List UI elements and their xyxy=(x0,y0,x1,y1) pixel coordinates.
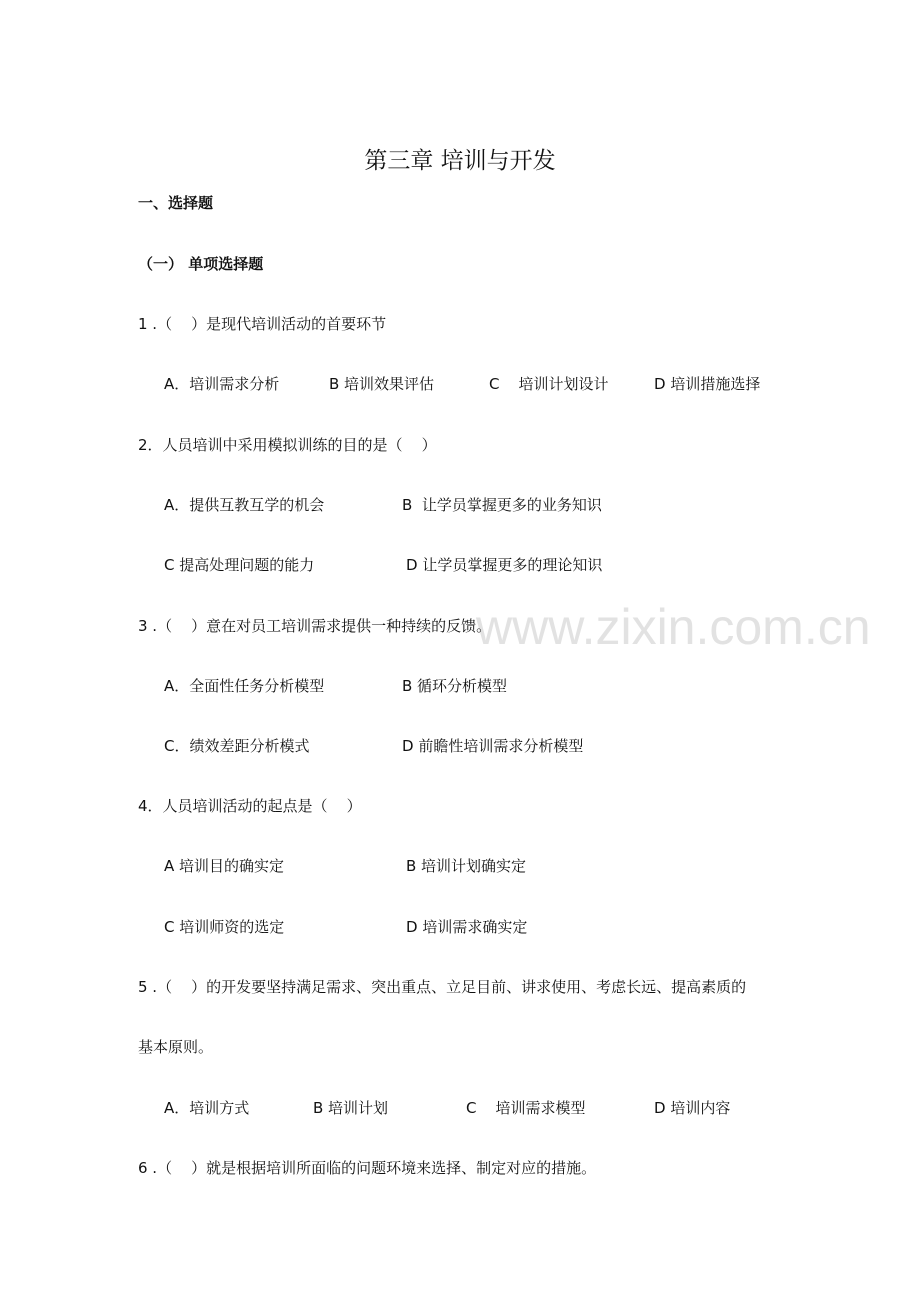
q1-option-c: C 培训计划设计 xyxy=(489,375,609,393)
question-4: 4．人员培训活动的起点是（ ） xyxy=(138,797,362,815)
q1-option-b: B 培训效果评估 xyxy=(329,375,435,393)
q5-option-a: A．培训方式 xyxy=(164,1099,250,1117)
q1-option-d: D 培训措施选择 xyxy=(654,375,761,393)
question-1: 1 .（ ）是现代培训活动的首要环节 xyxy=(138,315,387,333)
q1-option-a: A．培训需求分析 xyxy=(164,375,280,393)
q2-option-d: D 让学员掌握更多的理论知识 xyxy=(406,556,603,574)
q2-option-a: A．提供互教互学的机会 xyxy=(164,496,325,514)
q3-option-b: B 循环分析模型 xyxy=(402,677,508,695)
q5-option-d: D 培训内容 xyxy=(654,1099,731,1117)
watermark: www.zixin.com.cn xyxy=(476,599,871,655)
q2-option-b: B 让学员掌握更多的业务知识 xyxy=(402,496,602,514)
q2-option-c: C 提高处理问题的能力 xyxy=(164,556,315,574)
section-heading: 一、选择题 xyxy=(138,194,214,212)
q3-option-d: D 前瞻性培训需求分析模型 xyxy=(402,737,584,755)
q4-option-b: B 培训计划确实定 xyxy=(406,857,527,875)
subsection-heading: （一） 单项选择题 xyxy=(138,255,264,273)
q5-option-c: C 培训需求模型 xyxy=(466,1099,586,1117)
chapter-title: 第三章 培训与开发 xyxy=(364,148,556,174)
question-5: 5 .（ ）的开发要坚持满足需求、突出重点、立足目前、讲求使用、考虑长远、提高素质的 xyxy=(138,978,747,996)
question-2: 2．人员培训中采用模拟训练的目的是（ ） xyxy=(138,436,437,454)
q3-option-a: A．全面性任务分析模型 xyxy=(164,677,325,695)
question-3: 3 .（ ）意在对员工培训需求提供一种持续的反馈。 xyxy=(138,617,492,635)
q4-option-a: A 培训目的确实定 xyxy=(164,857,285,875)
question-6: 6 .（ ）就是根据培训所面临的问题环境来选择、制定对应的措施。 xyxy=(138,1159,597,1177)
q5-option-b: B 培训计划 xyxy=(313,1099,389,1117)
q4-option-c: C 培训师资的选定 xyxy=(164,918,285,936)
q4-option-d: D 培训需求确实定 xyxy=(406,918,528,936)
question-5-continuation: 基本原则。 xyxy=(138,1038,214,1056)
q3-option-c: C．绩效差距分析模式 xyxy=(164,737,310,755)
